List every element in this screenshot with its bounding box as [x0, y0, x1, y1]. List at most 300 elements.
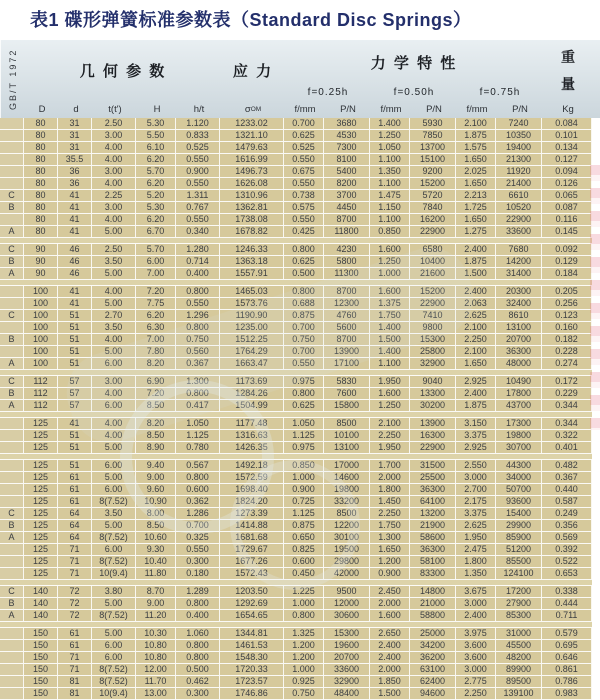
data-cell: 12.00 [136, 664, 176, 676]
data-cell: 2.100 [456, 346, 496, 358]
table-row [0, 598, 592, 610]
data-cell: 51 [58, 460, 92, 472]
data-cell: 10400 [410, 256, 456, 268]
data-cell: 4450 [324, 202, 370, 214]
data-cell: 89500 [496, 676, 542, 688]
data-cell: 7.20 [136, 388, 176, 400]
data-cell: 1.475 [370, 190, 410, 202]
data-cell: 1.375 [370, 298, 410, 310]
data-cell: 48200 [496, 652, 542, 664]
data-cell: 0.228 [542, 346, 592, 358]
data-cell: 2.450 [370, 586, 410, 598]
table-row [0, 298, 592, 310]
data-cell: 100 [24, 286, 58, 298]
data-cell: 31 [58, 142, 92, 154]
data-cell: 1548.30 [220, 652, 284, 664]
table-row [0, 628, 592, 640]
data-cell: 9500 [324, 586, 370, 598]
table-row [0, 544, 592, 556]
data-cell: 8700 [324, 286, 370, 298]
data-cell: 80 [24, 190, 58, 202]
header-deflection-075h: f=0.75h [479, 87, 521, 98]
class-cell: A [0, 226, 24, 238]
data-cell: 8(7.52) [92, 532, 136, 544]
data-cell: 100 [24, 358, 58, 370]
data-cell: 5.70 [136, 244, 176, 256]
data-cell: 21900 [410, 520, 456, 532]
data-cell: 1.050 [176, 418, 220, 430]
data-cell: 3.150 [456, 418, 496, 430]
data-cell: 0.600 [284, 556, 324, 568]
data-cell: 6.20 [136, 178, 176, 190]
table-row [0, 334, 592, 346]
data-cell: 8610 [496, 310, 542, 322]
data-cell: 36300 [410, 484, 456, 496]
data-cell: 7.75 [136, 298, 176, 310]
data-cell: 2.475 [456, 544, 496, 556]
data-cell: 50700 [496, 484, 542, 496]
data-cell: 0.123 [542, 310, 592, 322]
data-cell: 31000 [496, 628, 542, 640]
data-cell: 1414.88 [220, 520, 284, 532]
header-geometry-params: 几 何 参 数 [79, 63, 167, 80]
class-cell [0, 322, 24, 334]
data-cell: 1573.76 [220, 298, 284, 310]
table-row [0, 640, 592, 652]
data-cell: 125 [24, 520, 58, 532]
header-stress: 应 力 [232, 63, 274, 80]
data-cell: 33600 [496, 226, 542, 238]
data-cell: 0.322 [542, 430, 592, 442]
data-cell: 8.50 [136, 520, 176, 532]
data-cell: 1.450 [370, 496, 410, 508]
data-cell: 4.00 [92, 154, 136, 166]
data-cell: 1698.40 [220, 484, 284, 496]
data-cell: 43700 [496, 400, 542, 412]
data-cell: 0.145 [542, 226, 592, 238]
data-cell: 0.550 [284, 178, 324, 190]
data-cell: 57 [58, 376, 92, 388]
data-cell: 16300 [410, 430, 456, 442]
data-cell: 1321.10 [220, 130, 284, 142]
data-cell: 125 [24, 418, 58, 430]
col-label-D: D [38, 104, 46, 115]
class-cell [0, 430, 24, 442]
col-label-d: d [73, 104, 79, 115]
data-cell: 3.80 [92, 586, 136, 598]
data-cell: 0.440 [542, 484, 592, 496]
data-cell: 42000 [324, 568, 370, 580]
data-cell: 1233.02 [220, 118, 284, 130]
data-cell: 150 [24, 664, 58, 676]
data-cell: 4.00 [92, 178, 136, 190]
data-cell: 1363.18 [220, 256, 284, 268]
data-cell: 4.00 [92, 388, 136, 400]
data-cell: 0.738 [284, 190, 324, 202]
data-cell: 17300 [496, 418, 542, 430]
data-cell: 0.780 [176, 442, 220, 454]
data-cell: 10520 [496, 202, 542, 214]
data-cell: 57 [58, 400, 92, 412]
data-cell: 1.311 [176, 190, 220, 202]
data-cell: 1504.99 [220, 400, 284, 412]
data-cell: 2.000 [370, 664, 410, 676]
data-cell: 51 [58, 358, 92, 370]
data-cell: 71 [58, 544, 92, 556]
data-cell: 9.30 [136, 544, 176, 556]
data-cell: 0.127 [542, 154, 592, 166]
table-row [0, 256, 592, 268]
table-row [0, 244, 592, 256]
data-cell: 80 [24, 226, 58, 238]
table-row [0, 268, 592, 280]
data-cell: 46 [58, 256, 92, 268]
data-cell: 9200 [410, 166, 456, 178]
data-cell: 5.00 [92, 298, 136, 310]
data-cell: 1173.69 [220, 376, 284, 388]
data-cell: 64 [58, 508, 92, 520]
data-cell: 6610 [496, 190, 542, 202]
data-cell: 13200 [410, 508, 456, 520]
data-cell: 1.500 [456, 268, 496, 280]
data-cell: 46 [58, 268, 92, 280]
class-cell: A [0, 400, 24, 412]
table-row [0, 676, 592, 688]
data-cell: 0.800 [176, 388, 220, 400]
data-cell: 0.180 [176, 568, 220, 580]
data-cell: 0.800 [176, 598, 220, 610]
data-cell: 19500 [324, 544, 370, 556]
data-cell: 4530 [324, 130, 370, 142]
data-cell: 5.00 [92, 346, 136, 358]
data-cell: 25000 [410, 628, 456, 640]
data-cell: 139100 [496, 688, 542, 700]
data-cell: 0.482 [542, 460, 592, 472]
header-weight-char-bottom: 量 [561, 76, 575, 92]
data-cell: 0.750 [176, 334, 220, 346]
data-cell: 2.000 [370, 472, 410, 484]
data-cell: 35.5 [58, 154, 92, 166]
data-cell: 2.063 [456, 298, 496, 310]
data-cell: 3.375 [456, 430, 496, 442]
data-cell: 10490 [496, 376, 542, 388]
table-row [0, 484, 592, 496]
table-row [0, 202, 592, 214]
data-cell: 5.70 [136, 166, 176, 178]
col-label-t: t(t') [108, 104, 122, 115]
data-cell: 8.70 [136, 586, 176, 598]
data-cell: 0.700 [284, 118, 324, 130]
data-cell: 51 [58, 442, 92, 454]
data-cell: 150 [24, 652, 58, 664]
header-grid [25, 40, 593, 118]
data-cell: 7680 [496, 244, 542, 256]
data-cell: 0.367 [542, 472, 592, 484]
table-row [0, 652, 592, 664]
data-cell: 13900 [324, 346, 370, 358]
data-cell: 0.786 [542, 676, 592, 688]
data-cell: 1.100 [370, 178, 410, 190]
data-cell: 7600 [324, 388, 370, 400]
class-cell: B [0, 520, 24, 532]
data-cell: 80 [24, 142, 58, 154]
data-cell: 1.650 [370, 544, 410, 556]
data-cell: 1.280 [176, 244, 220, 256]
data-cell: 0.560 [176, 346, 220, 358]
data-cell: 0.700 [284, 346, 324, 358]
data-cell: 22900 [410, 226, 456, 238]
data-cell: 1.650 [456, 214, 496, 226]
data-cell: 1.725 [456, 202, 496, 214]
data-cell: 7410 [410, 310, 456, 322]
data-cell: 0.800 [284, 286, 324, 298]
data-cell: 15200 [410, 178, 456, 190]
data-cell: 125 [24, 472, 58, 484]
data-cell: 0.126 [542, 178, 592, 190]
data-cell: 27900 [496, 598, 542, 610]
data-cell: 125 [24, 544, 58, 556]
data-cell: 1.875 [456, 130, 496, 142]
data-cell: 80 [24, 202, 58, 214]
data-cell: 8100 [324, 154, 370, 166]
data-cell: 51 [58, 430, 92, 442]
data-cell: 7.80 [136, 346, 176, 358]
data-cell: 11.70 [136, 676, 176, 688]
data-cell: 2.400 [456, 244, 496, 256]
data-cell: 21300 [496, 154, 542, 166]
data-cell: 45500 [496, 640, 542, 652]
data-cell: 80 [24, 178, 58, 190]
class-cell [0, 496, 24, 508]
table-row [0, 610, 592, 622]
data-cell: 7840 [410, 202, 456, 214]
data-cell: 1.500 [370, 688, 410, 700]
data-cell: 0.861 [542, 664, 592, 676]
data-cell: 64 [58, 520, 92, 532]
class-cell [0, 130, 24, 142]
table-row [0, 214, 592, 226]
data-cell: 72 [58, 586, 92, 598]
data-cell: 1273.39 [220, 508, 284, 520]
data-cell: 0.700 [176, 520, 220, 532]
header-weight [543, 40, 593, 101]
data-cell: 19600 [324, 640, 370, 652]
data-cell: 41 [58, 418, 92, 430]
data-cell: 125 [24, 496, 58, 508]
data-cell: 0.134 [542, 142, 592, 154]
data-cell: 5.30 [136, 202, 176, 214]
data-cell: 125 [24, 556, 58, 568]
data-cell: 51 [58, 322, 92, 334]
data-cell: 0.444 [542, 598, 592, 610]
data-cell: 6.70 [136, 226, 176, 238]
data-cell: 19400 [496, 142, 542, 154]
data-cell: 5.00 [92, 520, 136, 532]
data-cell: 1824.20 [220, 496, 284, 508]
data-cell: 1626.08 [220, 178, 284, 190]
data-cell: 85900 [496, 532, 542, 544]
data-cell: 5.00 [92, 268, 136, 280]
table-row [0, 130, 592, 142]
data-cell: 0.172 [542, 376, 592, 388]
data-cell: 4.00 [92, 286, 136, 298]
data-cell: 3.000 [456, 598, 496, 610]
data-cell: 3.000 [456, 664, 496, 676]
data-cell: 90 [24, 256, 58, 268]
data-cell: 5800 [324, 256, 370, 268]
data-cell: 20300 [496, 286, 542, 298]
data-cell: 48000 [496, 358, 542, 370]
data-cell: 0.101 [542, 130, 592, 142]
data-cell: 36300 [410, 544, 456, 556]
class-cell [0, 286, 24, 298]
data-cell: 0.650 [284, 532, 324, 544]
data-cell: 2.000 [370, 598, 410, 610]
data-cell: 30700 [496, 442, 542, 454]
data-cell: 33600 [324, 664, 370, 676]
table-row [0, 286, 592, 298]
data-cell: 0.900 [176, 166, 220, 178]
data-cell: 16200 [410, 214, 456, 226]
data-cell: 3700 [324, 190, 370, 202]
data-cell: 0.587 [542, 496, 592, 508]
data-cell: 1203.50 [220, 586, 284, 598]
data-cell: 2.70 [92, 310, 136, 322]
class-cell [0, 676, 24, 688]
data-cell: 5.00 [92, 226, 136, 238]
data-cell: 125 [24, 568, 58, 580]
data-cell: 112 [24, 400, 58, 412]
data-cell: 1362.81 [220, 202, 284, 214]
data-cell: 90 [24, 244, 58, 256]
data-cell: 15100 [410, 154, 456, 166]
data-cell: 0.116 [542, 214, 592, 226]
data-cell: 61 [58, 640, 92, 652]
data-cell: 64100 [410, 496, 456, 508]
data-cell: 15200 [410, 286, 456, 298]
data-cell: 41 [58, 298, 92, 310]
data-cell: 5400 [324, 166, 370, 178]
data-cell: 41 [58, 226, 92, 238]
data-cell: 2.650 [370, 628, 410, 640]
class-cell: C [0, 310, 24, 322]
data-cell: 7.00 [136, 334, 176, 346]
data-cell: 1.575 [456, 142, 496, 154]
header-deflection-050h: f=0.50h [393, 87, 435, 98]
data-cell: 1572.43 [220, 568, 284, 580]
data-cell: 100 [24, 346, 58, 358]
data-cell: 5.00 [92, 628, 136, 640]
data-cell: 1.100 [370, 358, 410, 370]
table-row [0, 400, 592, 412]
data-cell: 1723.57 [220, 676, 284, 688]
data-cell: 0.184 [542, 268, 592, 280]
data-cell: 1.000 [284, 664, 324, 676]
data-cell: 4.00 [92, 430, 136, 442]
data-cell: 41 [58, 214, 92, 226]
data-cell: 0.975 [284, 442, 324, 454]
data-cell: 1.250 [370, 400, 410, 412]
data-cell: 0.550 [176, 178, 220, 190]
class-cell [0, 484, 24, 496]
data-cell: 2.250 [456, 688, 496, 700]
data-cell: 2.400 [456, 610, 496, 622]
data-cell: 1.650 [456, 178, 496, 190]
class-cell [0, 628, 24, 640]
data-cell: 150 [24, 676, 58, 688]
data-cell: 31400 [496, 268, 542, 280]
data-cell: 6.30 [136, 322, 176, 334]
data-cell: 0.750 [284, 688, 324, 700]
data-cell: 1235.00 [220, 322, 284, 334]
data-cell: 0.550 [176, 214, 220, 226]
data-cell: 0.300 [176, 556, 220, 568]
data-cell: 7.20 [136, 286, 176, 298]
data-cell: 0.579 [542, 628, 592, 640]
data-cell: 1.286 [176, 508, 220, 520]
data-cell: 0.800 [176, 652, 220, 664]
data-cell: 13900 [410, 418, 456, 430]
data-cell: 9.00 [136, 598, 176, 610]
data-cell: 2.400 [370, 652, 410, 664]
table-row [0, 586, 592, 598]
data-cell: 2.400 [456, 388, 496, 400]
data-cell: 6.20 [136, 154, 176, 166]
data-cell: 1.050 [370, 142, 410, 154]
data-cell: 1677.26 [220, 556, 284, 568]
data-cell: 93600 [496, 496, 542, 508]
data-cell: 3.00 [92, 130, 136, 142]
table-row [0, 568, 592, 580]
data-cell: 29800 [324, 556, 370, 568]
data-cell: 51 [58, 310, 92, 322]
data-cell: 33200 [324, 496, 370, 508]
data-cell: 0.400 [176, 268, 220, 280]
class-cell: C [0, 190, 24, 202]
data-cell: 8(7.52) [92, 496, 136, 508]
class-cell [0, 166, 24, 178]
data-cell: 4.00 [92, 214, 136, 226]
data-cell: 8700 [324, 334, 370, 346]
data-cell: 36 [58, 166, 92, 178]
data-cell: 0.569 [542, 532, 592, 544]
data-cell: 0.700 [284, 322, 324, 334]
data-cell: 0.925 [284, 676, 324, 688]
data-cell: 0.274 [542, 358, 592, 370]
data-cell: 57 [58, 388, 92, 400]
data-cell: 0.356 [542, 520, 592, 532]
data-cell: 72 [58, 610, 92, 622]
data-cell: 0.800 [176, 286, 220, 298]
data-cell: 1.400 [370, 118, 410, 130]
data-cell: 3.375 [456, 508, 496, 520]
data-cell: 1746.86 [220, 688, 284, 700]
data-cell: 2.700 [456, 484, 496, 496]
table-row [0, 358, 592, 370]
data-cell: 21000 [410, 598, 456, 610]
data-cell: 29900 [496, 520, 542, 532]
data-cell: 0.550 [176, 544, 220, 556]
data-cell: 1426.35 [220, 442, 284, 454]
data-cell: 80 [24, 118, 58, 130]
data-cell: 30600 [324, 610, 370, 622]
data-cell: 1177.48 [220, 418, 284, 430]
data-cell: 0.065 [542, 190, 592, 202]
data-cell: 31 [58, 118, 92, 130]
data-cell: 2.100 [456, 118, 496, 130]
data-cell: 5930 [410, 118, 456, 130]
data-cell: 3.00 [92, 376, 136, 388]
